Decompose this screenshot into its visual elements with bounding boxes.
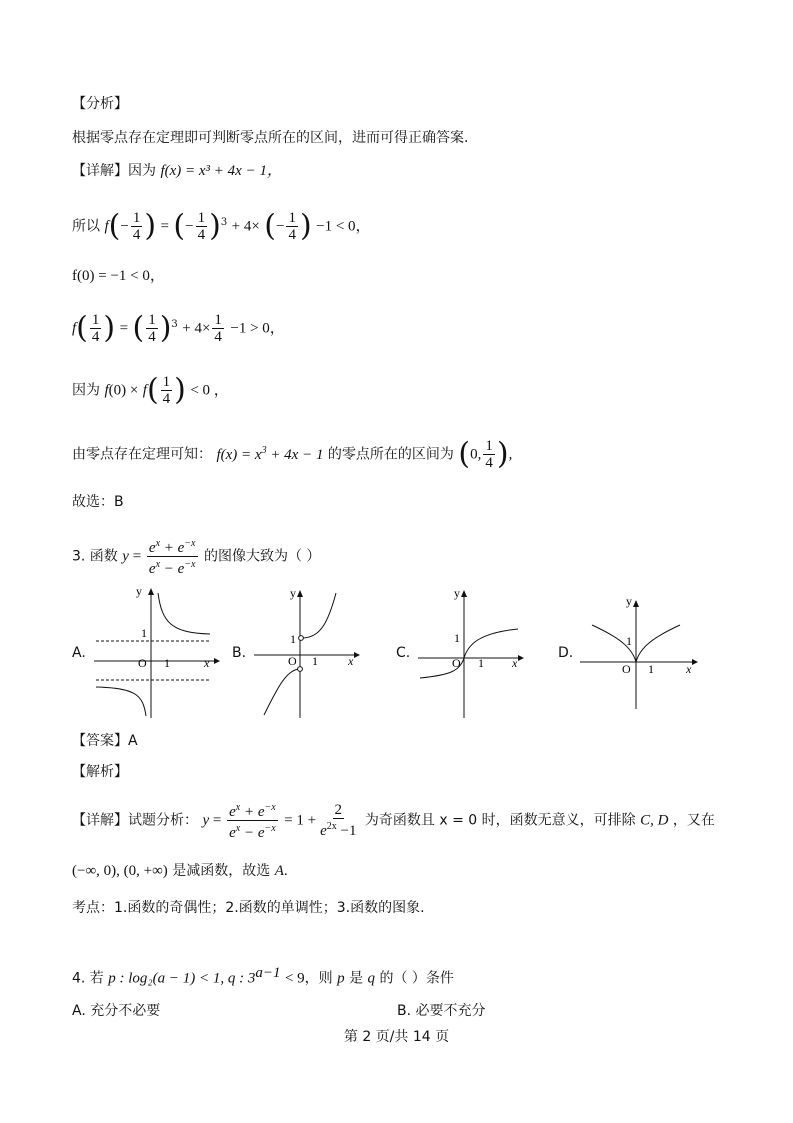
conclusion-pre: 由零点存在定理可知： [72,446,212,463]
q3-stem: 3. 函数 y = $\frac{e^x + e^{-x}}{e^x - e^{-x}}$ 的图像大致为（ ） [72,538,321,577]
svg-text:y: y [136,585,142,598]
q4-condition-tail: < 9 [284,970,305,987]
option-d-label: D. [558,645,574,661]
f-zero-line: f(0) = −1 < 0， [72,268,165,284]
line4-tail: < 0 ， [190,382,229,399]
svg-text:1: 1 [478,656,484,670]
svg-text:O: O [288,654,297,668]
function-definition: f(x) = x³ + 4x − 1， [160,163,282,179]
graph-option-b [252,585,362,720]
q3-detail-label: 【详解】试题分析： [72,812,198,829]
detail-line-fdef [72,161,282,181]
svg-text:x: x [512,656,518,670]
graph-option-a [92,585,220,720]
q3-kaodian: 考点：1.函数的奇偶性；2.函数的单调性；3.函数的图象. [72,900,425,916]
svg-text:x: x [348,654,354,668]
q4-option-a: A. 充分不必要 [72,1003,161,1019]
svg-text:O: O [622,662,631,676]
q4-q: q [367,970,376,987]
q4-option-b: B. 必要不充分 [397,1003,486,1019]
svg-text:1: 1 [648,662,654,676]
svg-text:1: 1 [141,626,147,640]
q3-answer-label: 【答案】A [72,733,138,749]
q4-mid: ，则 [304,970,333,987]
conclusion-mid: 的零点所在的区间为 [327,446,454,463]
q4-exponent: a−1 [255,965,281,981]
q3-choice: A [274,863,284,879]
svg-text:1: 1 [290,632,296,646]
page-footer: 第 2 页/共 14 页 [343,1029,450,1045]
svg-text:x: x [204,656,210,670]
excluded-options: C, D [640,812,669,829]
q3-detail-tail: 为奇函数且 x = 0 时，函数无意义，可排除 [364,812,636,829]
q4-p: p [337,970,345,987]
option-a-label: A. [72,645,86,661]
q3-youzai: ，又在 [672,812,715,829]
svg-text:y: y [626,594,632,608]
detail-line-f-neg-quarter: 所以 f(− $\frac{1}{4}$ ) = (− $\frac{1}{4}$ )$^3$ + 4× (− $\frac{1}{4}$ ) −1 < 0， [72,208,371,244]
q3-decreasing-line: (−∞, 0), (0, +∞) 是减函数，故选 A. [72,863,288,879]
option-b-label: B. [232,645,247,661]
svg-text:1: 1 [164,656,170,670]
svg-text:1: 1 [626,634,632,648]
graph-option-d [576,585,700,720]
q4-condition: p : log₂(a − 1) < 1, q : 3 [108,970,256,987]
svg-text:y: y [454,586,460,600]
q3-jiexi-label: 【解析】 [72,764,128,780]
svg-text:1: 1 [312,654,318,668]
analysis-heading: 【分析】 [72,96,128,112]
line1-tail: −1 < 0， [316,218,371,235]
q4-de: 的（ ）条件 [379,970,454,987]
option-c-label: C. [396,645,411,661]
yinwei-text: 因为 [72,382,100,399]
svg-text:y: y [290,586,296,600]
detail-conclusion: 由零点存在定理可知： $f(x) = x^3 + 4x - 1$ 的零点所在的区间为 (0, $\frac{1}{4}$ ), [72,436,513,472]
detail-label: 【详解】因为 [72,163,156,179]
q3-decreasing: 是减函数，故选 [172,863,271,879]
analysis-body: 根据零点存在定理即可判断零点所在的区间，进而可得正确答案. [72,130,469,146]
svg-text:x: x [686,662,692,676]
q3-tail: 的图像大致为（ ） [203,548,321,565]
suoyi-text: 所以 [72,218,100,235]
detail-answer: 故选：B [72,494,124,510]
q4-number: 4. 若 [72,970,104,987]
svg-text:O: O [452,656,461,670]
q3-number: 3. 函数 [72,548,118,565]
q3-detail-line: 【详解】试题分析： y = $\frac{e^x + e^{-x}}{e^x - e^{-x}}$ = 1 + $\frac{2}{e^{2x} -1}$ 为奇函数且 x = 0 时，函数无意义，可排除 C, D ，又在 [72,802,715,841]
q3-intervals: (−∞, 0), (0, +∞) [72,863,168,879]
svg-text:O: O [138,656,147,670]
line3-tail: −1 > 0， [230,320,285,337]
graph-option-c [414,585,526,720]
svg-text:1: 1 [454,631,460,645]
q4-shi: 是 [349,970,364,987]
detail-line-f-quarter: f( $\frac{1}{4}$ ) = ( $\frac{1}{4}$ )$^3$ + 4× $\frac{1}{4}$ −1 > 0， [72,310,285,346]
q4-stem [72,963,454,989]
detail-line-product: 因为 f(0) × f( $\frac{1}{4}$ ) < 0 ， [72,372,229,408]
